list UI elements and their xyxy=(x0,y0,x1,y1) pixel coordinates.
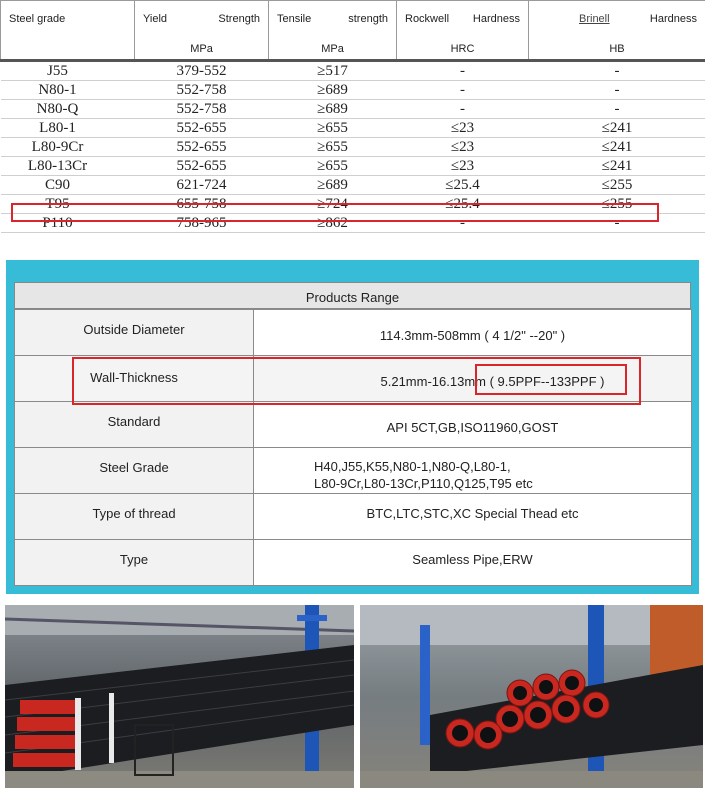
standard-label: Standard xyxy=(107,414,161,429)
cell-tensile-strength: ≥689 xyxy=(269,81,397,100)
table-row xyxy=(1,100,705,119)
cell-brinell-hb: ≤241 xyxy=(529,138,705,157)
warehouse-pipes-photo-right xyxy=(360,605,703,788)
header-brinell-unit: HB xyxy=(609,43,625,55)
steel-grade-hardness-table xyxy=(0,0,705,233)
cell-rockwell-hrc: - xyxy=(397,81,529,100)
cell-steel-grade: P110 xyxy=(1,214,135,233)
cell-brinell-hb: - xyxy=(529,61,705,81)
standard-value: API 5CT,GB,ISO11960,GOST xyxy=(386,420,559,435)
cell-steel-grade: N80-Q xyxy=(1,100,135,119)
cell-rockwell-hrc: - xyxy=(397,214,529,233)
pipe-bundle-illustration-left xyxy=(5,605,354,788)
wall-thickness-label: Wall-Thickness xyxy=(90,370,178,385)
range-row-thread xyxy=(15,494,692,540)
cell-tensile-strength: ≥862 xyxy=(269,214,397,233)
cell-brinell-hb: ≤241 xyxy=(529,119,705,138)
pipe-bundle-illustration-right xyxy=(360,605,703,788)
cell-yield-strength: 552-655 xyxy=(135,157,269,176)
cell-steel-grade: J55 xyxy=(1,61,135,81)
wall-thickness-value-mm: 5.21mm-16.13mm xyxy=(380,374,486,389)
cell-tensile-strength: ≥724 xyxy=(269,195,397,214)
t95-highlight-box xyxy=(11,203,659,222)
type-label: Type xyxy=(119,552,149,567)
header-yield-strength xyxy=(135,1,269,61)
range-row-steel-grade xyxy=(15,448,692,494)
cell-brinell-hb: ≤241 xyxy=(529,157,705,176)
header-steel-grade xyxy=(1,1,135,61)
cell-yield-strength: 552-758 xyxy=(135,100,269,119)
header-rockwell-unit: HRC xyxy=(450,43,475,55)
cell-yield-strength: 655-758 xyxy=(135,195,269,214)
warehouse-pipes-photo-left xyxy=(5,605,354,788)
thread-value: BTC,LTC,STC,XC Special Thead etc xyxy=(366,506,579,521)
header-brinell-hardness xyxy=(529,1,705,61)
cell-tensile-strength: ≥655 xyxy=(269,119,397,138)
cell-steel-grade: L80-9Cr xyxy=(1,138,135,157)
cell-rockwell-hrc: ≤25.4 xyxy=(397,195,529,214)
header-tensile-strength-word: strength xyxy=(348,13,388,25)
header-rockwell-hardness xyxy=(397,1,529,61)
header-yield-word: Yield xyxy=(143,13,168,25)
products-range-table xyxy=(14,309,692,586)
cell-tensile-strength: ≥655 xyxy=(269,157,397,176)
wall-thickness-value-ppf: ( 9.5PPF--133PPF ) xyxy=(489,374,605,389)
table-row xyxy=(1,119,705,138)
type-value: Seamless Pipe,ERW xyxy=(412,552,533,567)
cell-tensile-strength: ≥517 xyxy=(269,61,397,81)
cell-rockwell-hrc: ≤23 xyxy=(397,138,529,157)
thread-label: Type of thread xyxy=(92,506,176,521)
cell-steel-grade: T95 xyxy=(1,195,135,214)
cell-yield-strength: 379-552 xyxy=(135,61,269,81)
cell-rockwell-hrc: - xyxy=(397,61,529,81)
outside-diameter-label: Outside Diameter xyxy=(83,322,185,337)
steel-grade-value-line2: L80-9Cr,L80-13Cr,P110,Q125,T95 etc xyxy=(314,476,533,491)
cell-tensile-strength: ≥689 xyxy=(269,176,397,195)
cell-tensile-strength: ≥655 xyxy=(269,138,397,157)
header-tensile-word: Tensile xyxy=(277,13,312,25)
cell-rockwell-hrc: ≤23 xyxy=(397,119,529,138)
cell-brinell-hb: ≤255 xyxy=(529,176,705,195)
cell-yield-strength: 552-758 xyxy=(135,81,269,100)
table-row xyxy=(1,138,705,157)
cell-steel-grade: C90 xyxy=(1,176,135,195)
header-brinell-word: Brinell xyxy=(579,13,610,25)
cell-steel-grade: N80-1 xyxy=(1,81,135,100)
table-row xyxy=(1,61,705,81)
header-steel-grade-text: Steel grade xyxy=(9,13,66,25)
cell-brinell-hb: - xyxy=(529,214,705,233)
header-tensile-unit: MPa xyxy=(321,43,344,55)
products-range-panel xyxy=(6,260,699,594)
cell-yield-strength: 621-724 xyxy=(135,176,269,195)
table-row xyxy=(1,157,705,176)
range-row-outside-diameter xyxy=(15,310,692,356)
steel-grade-value-line1: H40,J55,K55,N80-1,N80-Q,L80-1, xyxy=(314,459,511,474)
header-tensile-strength xyxy=(269,1,397,61)
ppf-highlight-box xyxy=(475,364,627,395)
header-yield-unit: MPa xyxy=(190,43,213,55)
header-strength-word: Strength xyxy=(218,13,260,25)
table-row xyxy=(1,81,705,100)
header-brinell-hardness-word: Hardness xyxy=(649,13,697,25)
cell-steel-grade: L80-1 xyxy=(1,119,135,138)
cell-rockwell-hrc: ≤25.4 xyxy=(397,176,529,195)
range-row-standard xyxy=(15,402,692,448)
products-range-title: Products Range xyxy=(14,282,691,309)
header-rockwell-word: Rockwell xyxy=(405,13,450,25)
header-rockwell-hardness-word: Hardness xyxy=(472,13,520,25)
outside-diameter-value: 114.3mm-508mm ( 4 1/2" --20" ) xyxy=(379,328,566,343)
cell-tensile-strength: ≥689 xyxy=(269,100,397,119)
cell-brinell-hb: - xyxy=(529,100,705,119)
cell-yield-strength: 552-655 xyxy=(135,119,269,138)
cell-rockwell-hrc: - xyxy=(397,100,529,119)
cell-brinell-hb: - xyxy=(529,81,705,100)
cell-yield-strength: 552-655 xyxy=(135,138,269,157)
cell-yield-strength: 758-965 xyxy=(135,214,269,233)
cell-rockwell-hrc: ≤23 xyxy=(397,157,529,176)
cell-brinell-hb: ≤255 xyxy=(529,195,705,214)
table-header-row xyxy=(1,1,705,61)
table-row xyxy=(1,176,705,195)
cell-steel-grade: L80-13Cr xyxy=(1,157,135,176)
steel-grade-label: Steel Grade xyxy=(99,460,169,475)
range-row-type xyxy=(15,540,692,586)
